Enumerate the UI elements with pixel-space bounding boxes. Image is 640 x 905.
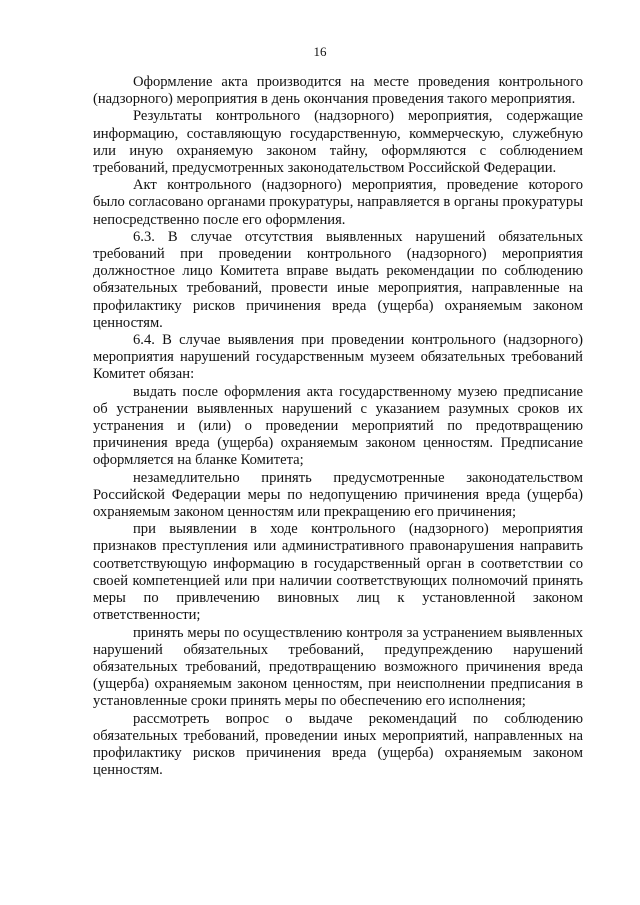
paragraph-recommendations: рассмотреть вопрос о выдаче рекомендаций по соблюдению обязательных требований, проведении иных мероприятий, направленных на профилактику рисков причинения вреда (ущерба) охраняемым законом ценностям. [93, 710, 583, 779]
paragraph-prosecutor-act: Акт контрольного (надзорного) мероприятия, проведение которого было согласовано органами прокуратуры, направляется в органы прокуратуры непосредственно после его оформления. [93, 177, 583, 228]
document-body [93, 74, 583, 779]
paragraph-issue-order: выдать после оформления акта государственному музею предписание об устранении выявленных нарушений с указанием разумных сроков их устранения и (или) о проведении мероприятий по предотвращению причинения вреда (ущерба) охраняемым законом ценностям. Предписание оформляется на бланке Комитета; [93, 383, 583, 469]
paragraph-control-measures: принять меры по осуществлению контроля за устранением выявленных нарушений обязательных требований, предупреждению нарушений обязательных требований, предотвращению возможного причинения вреда (ущерба) охраняемым законом ценностям, при неисполнении предписания в установленные сроки принять меры по обеспечению его исполнения; [93, 624, 583, 710]
paragraph-crime-signs: при выявлении в ходе контрольного (надзорного) мероприятия признаков преступления или административного правонарушения направить соответствующую информацию в государственный орган в соответствии со своей компетенцией или при наличии соответствующих полномочий принять меры по привлечению виновных лиц к установленной законом ответственности; [93, 521, 583, 624]
paragraph-6-3: 6.3. В случае отсутствия выявленных нарушений обязательных требований при проведении контрольного (надзорного) мероприятия должностное лицо Комитета вправе выдать рекомендации по соблюдению обязательных требований, провести иные мероприятия, направленные на профилактику рисков причинения вреда (ущерба) охраняемым законом ценностям. [93, 228, 583, 331]
paragraph-secret-results: Результаты контрольного (надзорного) мероприятия, содержащие информацию, составляющую государственную, коммерческую, служебную или иную охраняемую законом тайну, оформляются с соблюдением требований, предусмотренных законодательством Российской Федерации. [93, 108, 583, 177]
paragraph-6-4: 6.4. В случае выявления при проведении контрольного (надзорного) мероприятия нарушений государственным музеем обязательных требований Комитет обязан: [93, 332, 583, 383]
page-number: 16 [313, 44, 327, 59]
paragraph-act-execution: Оформление акта производится на месте проведения контрольного (надзорного) мероприятия в день окончания проведения такого мероприятия. [93, 74, 583, 108]
paragraph-immediate-measures: незамедлительно принять предусмотренные законодательством Российской Федерации меры по недопущению причинения вреда (ущерба) охраняемым законом ценностям или прекращению его причинения; [93, 469, 583, 521]
